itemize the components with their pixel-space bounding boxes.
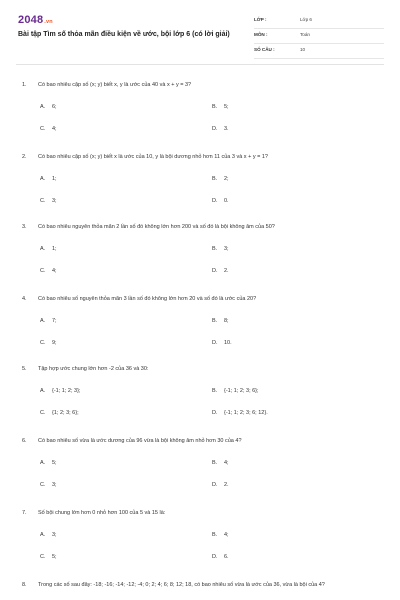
question-text: Số bội chung lớn hơn 0 nhỏ hơn 100 của 5 và 15 là: bbox=[38, 510, 166, 516]
option-text: 2. bbox=[224, 268, 229, 274]
question-text: Có bao nhiêu nguyên thỏa mãn 2 lần số đó không lớn hơn 200 và số đó là bội không âm của 50? bbox=[38, 224, 275, 230]
option-d[interactable] bbox=[212, 340, 232, 348]
meta-row-count bbox=[254, 44, 384, 59]
question-text: Có bao nhiêu số vừa là ước dương của 96 vừa là bội không âm nhỏ hơn 30 của 4? bbox=[38, 438, 242, 444]
option-d[interactable] bbox=[212, 198, 229, 206]
page-title: Bài tập Tìm số thỏa mãn điều kiện về ước, bội lớp 6 (có lời giải) bbox=[18, 31, 230, 38]
question-text: Tập hợp ước chung lớn hơn -2 của 36 và 30: bbox=[38, 366, 149, 372]
option-key: C. bbox=[40, 554, 46, 560]
option-a[interactable] bbox=[40, 388, 80, 396]
option-b[interactable] bbox=[212, 246, 229, 254]
option-text: 5; bbox=[224, 104, 229, 110]
logo-text: 2048 bbox=[18, 14, 44, 26]
question-number: 7. bbox=[22, 510, 27, 516]
option-b[interactable] bbox=[212, 532, 229, 540]
option-text: 7; bbox=[52, 318, 57, 324]
question-number: 6. bbox=[22, 438, 27, 444]
option-b[interactable] bbox=[212, 460, 229, 468]
option-key: D. bbox=[212, 268, 218, 274]
option-text: 4; bbox=[224, 460, 229, 466]
option-text: 2. bbox=[224, 482, 229, 488]
option-a[interactable] bbox=[40, 176, 57, 184]
option-text: 4; bbox=[224, 532, 229, 538]
option-key: D. bbox=[212, 126, 218, 132]
option-text: 3. bbox=[224, 126, 229, 132]
meta-value: Lớp 6 bbox=[300, 17, 312, 22]
option-text: 8; bbox=[224, 318, 229, 324]
meta-value: Toán bbox=[300, 32, 310, 37]
option-key: A. bbox=[40, 388, 46, 394]
option-b[interactable] bbox=[212, 104, 229, 112]
option-d[interactable] bbox=[212, 126, 229, 134]
option-key: D. bbox=[212, 340, 218, 346]
option-key: A. bbox=[40, 104, 46, 110]
question-text: Có bao nhiêu cặp số (x; y) biết x, y là ước của 40 và x + y = 3? bbox=[38, 82, 192, 88]
option-text: 1; bbox=[52, 176, 57, 182]
option-c[interactable] bbox=[40, 268, 57, 276]
meta-row-subject bbox=[254, 29, 384, 44]
question-number: 5. bbox=[22, 366, 27, 372]
header-divider bbox=[16, 64, 384, 65]
option-key: B. bbox=[212, 318, 218, 324]
option-key: D. bbox=[212, 198, 218, 204]
option-key: D. bbox=[212, 482, 218, 488]
option-key: C. bbox=[40, 126, 46, 132]
logo-tld: .vn bbox=[44, 19, 53, 25]
option-key: D. bbox=[212, 410, 218, 416]
option-text: 3; bbox=[224, 246, 229, 252]
option-b[interactable] bbox=[212, 388, 259, 396]
option-text: {-1; 1; 2; 3; 6}; bbox=[224, 388, 259, 394]
option-key: A. bbox=[40, 246, 46, 252]
option-d[interactable] bbox=[212, 268, 229, 276]
option-key: B. bbox=[212, 388, 218, 394]
option-d[interactable] bbox=[212, 410, 268, 418]
option-text: 5; bbox=[52, 460, 57, 466]
option-text: 3; bbox=[52, 482, 57, 488]
option-d[interactable] bbox=[212, 554, 229, 562]
meta-table bbox=[254, 14, 384, 59]
option-a[interactable] bbox=[40, 460, 57, 468]
option-key: B. bbox=[212, 532, 218, 538]
option-text: 2; bbox=[224, 176, 229, 182]
option-text: 3; bbox=[52, 198, 57, 204]
option-text: {-1; 1; 2; 3; 6; 12}. bbox=[224, 410, 268, 416]
option-key: D. bbox=[212, 554, 218, 560]
option-text: 4; bbox=[52, 268, 57, 274]
option-key: B. bbox=[212, 104, 218, 110]
option-text: 4; bbox=[52, 126, 57, 132]
option-a[interactable] bbox=[40, 246, 57, 254]
option-c[interactable] bbox=[40, 554, 57, 562]
question-text: Trong các số sau đây: -18; -16; -14; -12; -4; 0; 2; 4; 6; 8; 12; 18, có bao nhiêu số vừa là ước của 36, vừa là bội của 4? bbox=[38, 582, 325, 588]
question-text: Có bao nhiêu số nguyên thỏa mãn 3 lần số đó không lớn hơn 20 và số đó là ước của 20? bbox=[38, 296, 257, 302]
question-number: 1. bbox=[22, 82, 27, 88]
option-key: A. bbox=[40, 318, 46, 324]
option-text: 1; bbox=[52, 246, 57, 252]
question-text: Có bao nhiêu cặp số (x; y) biết x là ước của 10, y là bội dương nhỏ hơn 11 của 3 và x + y = 1? bbox=[38, 154, 268, 160]
option-key: B. bbox=[212, 246, 218, 252]
option-text: {1; 2; 3; 6}; bbox=[52, 410, 79, 416]
option-a[interactable] bbox=[40, 104, 57, 112]
option-key: B. bbox=[212, 460, 218, 466]
document-header bbox=[18, 14, 384, 60]
option-text: 10. bbox=[224, 340, 232, 346]
option-a[interactable] bbox=[40, 318, 57, 326]
option-text: 5; bbox=[52, 554, 57, 560]
option-c[interactable] bbox=[40, 198, 57, 206]
option-text: 6. bbox=[224, 554, 229, 560]
option-key: B. bbox=[212, 176, 218, 182]
option-key: A. bbox=[40, 532, 46, 538]
meta-row-class bbox=[254, 14, 384, 29]
option-text: 9; bbox=[52, 340, 57, 346]
meta-label: SỐ CÂU : bbox=[254, 47, 275, 52]
option-key: A. bbox=[40, 176, 46, 182]
site-logo[interactable] bbox=[18, 14, 53, 26]
option-key: A. bbox=[40, 460, 46, 466]
question-number: 2. bbox=[22, 154, 27, 160]
option-key: C. bbox=[40, 410, 46, 416]
option-text: 0. bbox=[224, 198, 229, 204]
question-number: 4. bbox=[22, 296, 27, 302]
option-c[interactable] bbox=[40, 126, 57, 134]
option-text: {-1; 1; 2; 3}; bbox=[52, 388, 81, 394]
option-key: C. bbox=[40, 198, 46, 204]
meta-label: LỚP : bbox=[254, 17, 267, 22]
option-key: C. bbox=[40, 482, 46, 488]
meta-value: 10 bbox=[300, 47, 306, 52]
option-b[interactable] bbox=[212, 176, 229, 184]
question-number: 8. bbox=[22, 582, 27, 588]
option-b[interactable] bbox=[212, 318, 229, 326]
option-c[interactable] bbox=[40, 482, 57, 490]
option-c[interactable] bbox=[40, 340, 57, 348]
question-number: 3. bbox=[22, 224, 27, 230]
option-text: 6; bbox=[52, 104, 57, 110]
meta-label: MÔN : bbox=[254, 32, 268, 37]
option-key: C. bbox=[40, 340, 46, 346]
option-text: 3; bbox=[52, 532, 57, 538]
option-c[interactable] bbox=[40, 410, 79, 418]
option-a[interactable] bbox=[40, 532, 57, 540]
option-d[interactable] bbox=[212, 482, 229, 490]
option-key: C. bbox=[40, 268, 46, 274]
